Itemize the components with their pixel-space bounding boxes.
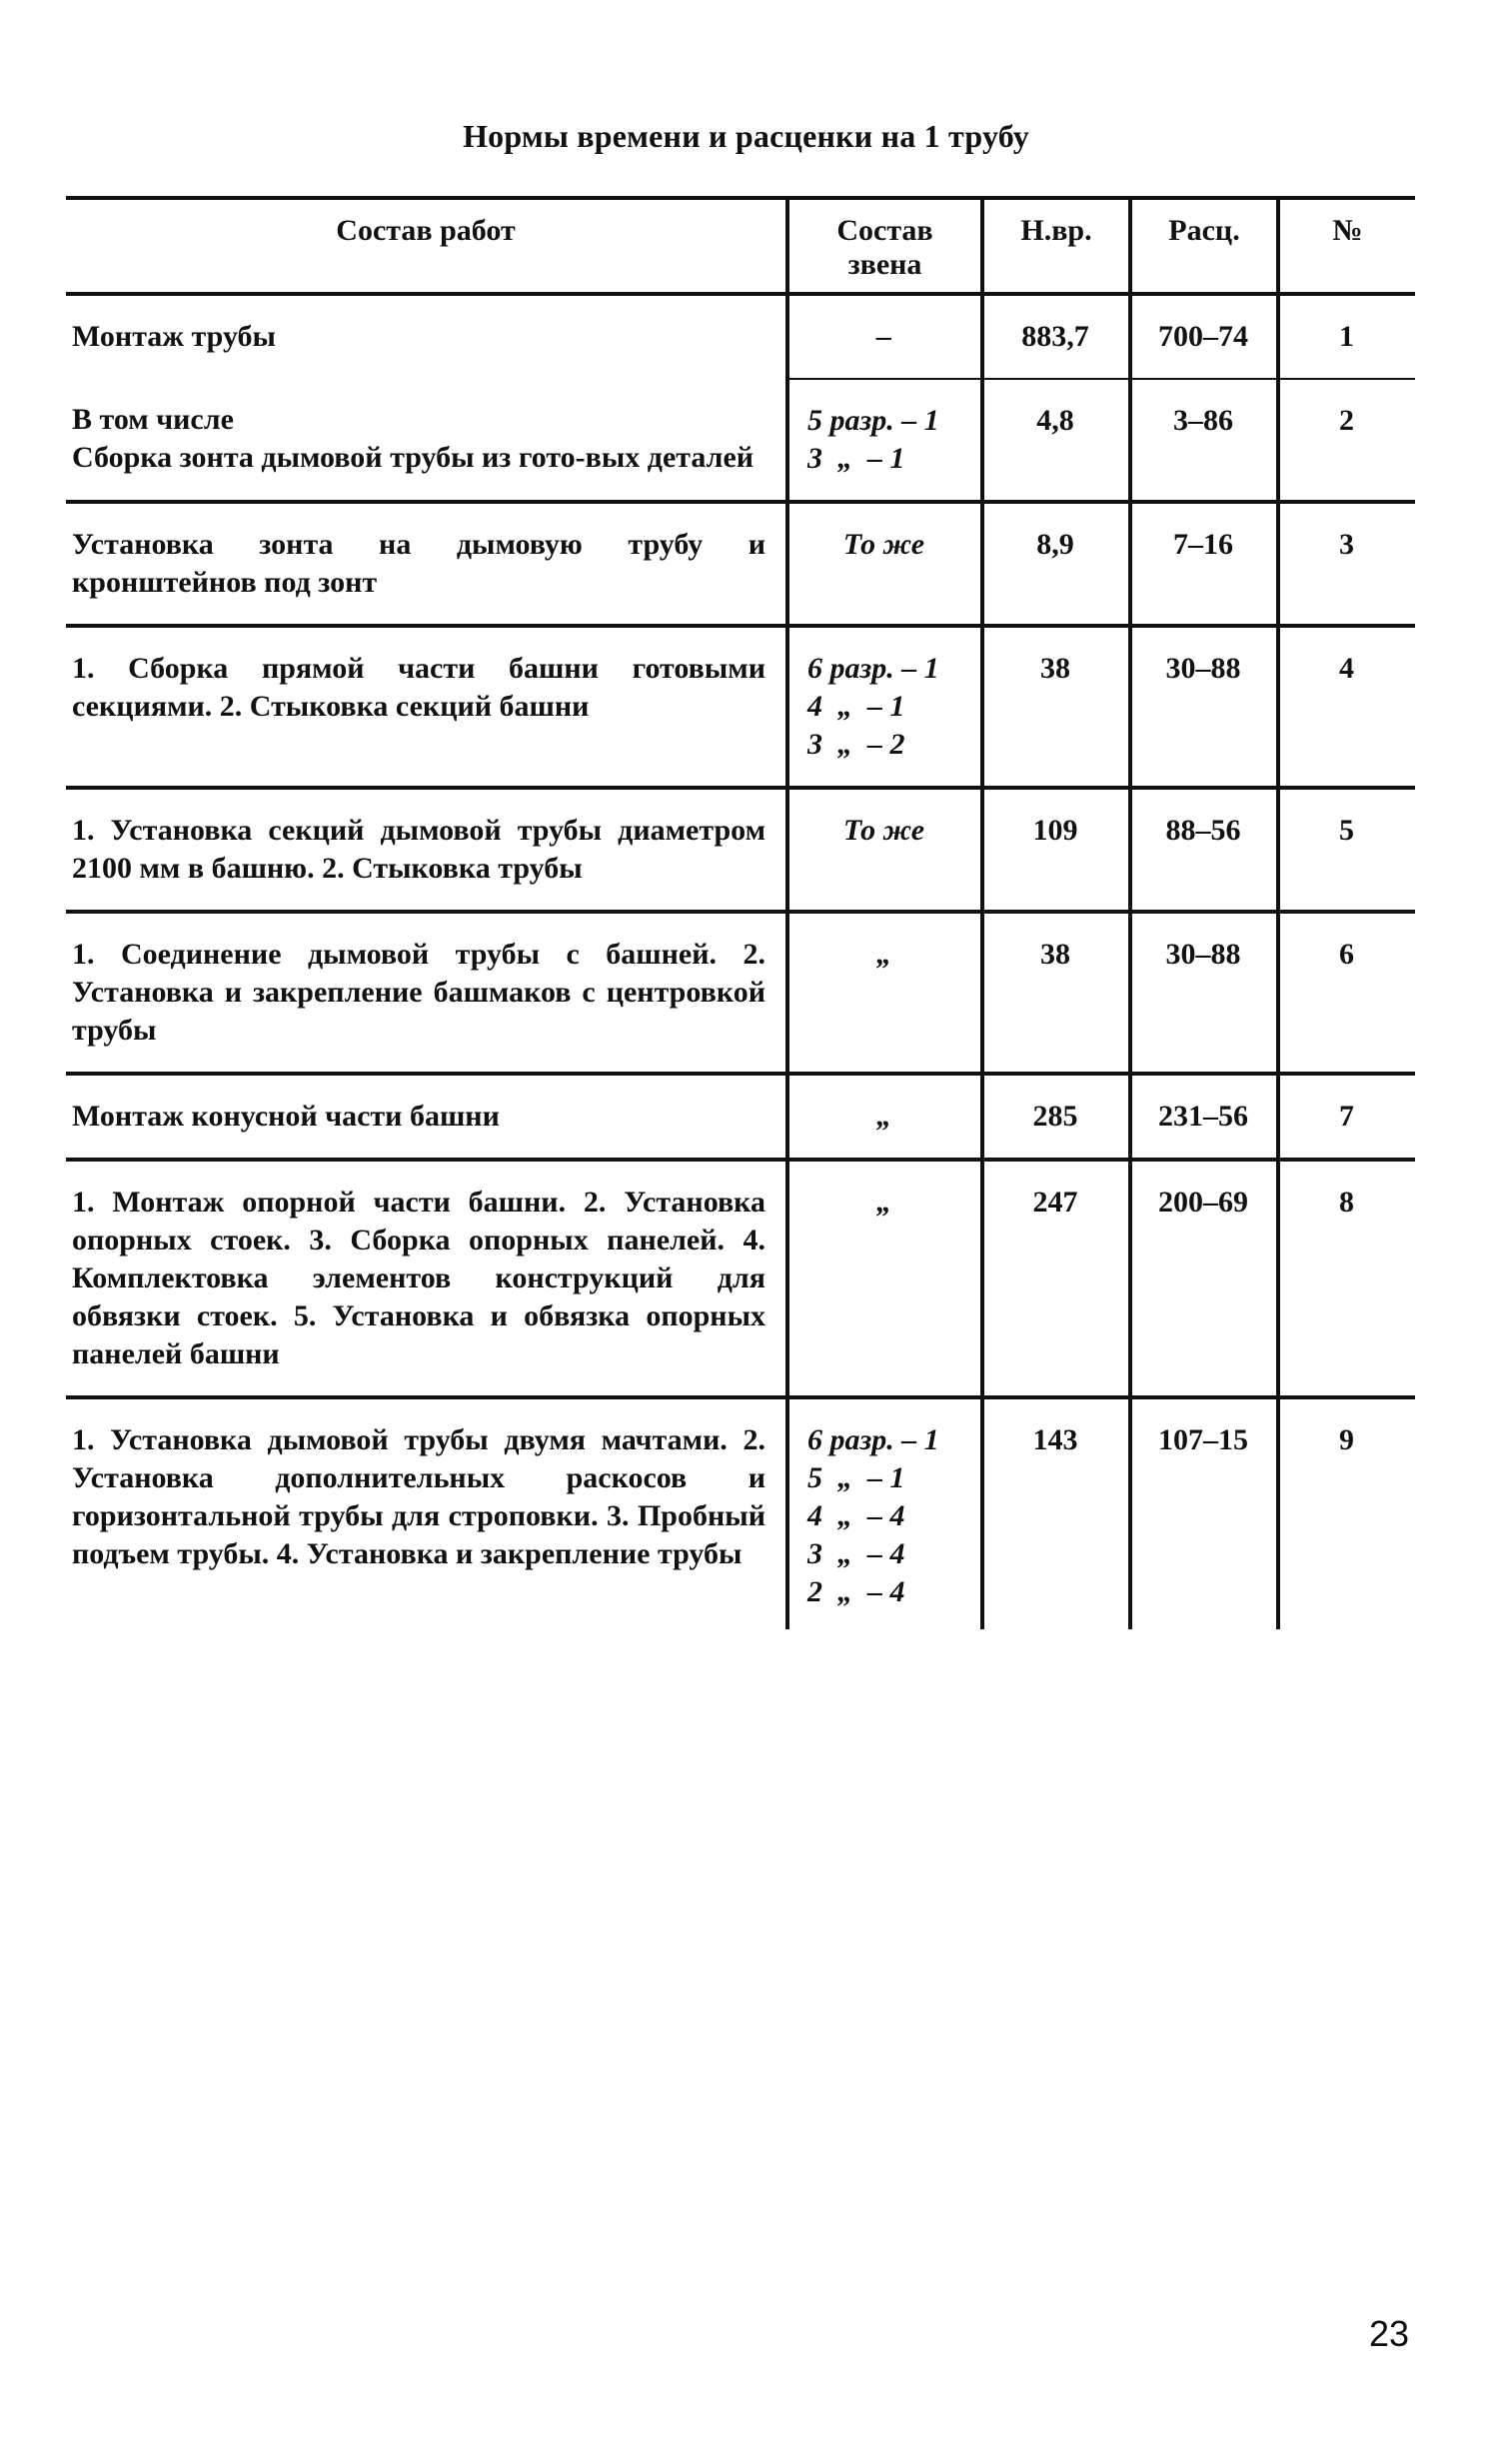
- cell-crew: То же: [787, 788, 982, 912]
- cell-time-norm: 38: [982, 912, 1130, 1074]
- cell-number: 5: [1278, 788, 1415, 912]
- table-row: [66, 626, 1415, 788]
- cell-rate: 231–56: [1130, 1074, 1278, 1160]
- cell-work-description: 1. Установка секций дымовой трубы диаметром 2100 мм в башню. 2. Стыковка трубы: [72, 814, 765, 885]
- table-row: [66, 1074, 1415, 1160]
- cell-rate: 7–16: [1130, 502, 1278, 626]
- table-row: [66, 502, 1415, 626]
- cell-work-description: 1. Соединение дымовой трубы с башней. 2. Установка и закрепление башмаков с центровкой трубы: [72, 938, 765, 1047]
- header-number: №: [1278, 198, 1415, 294]
- header-time-norm: Н.вр.: [982, 198, 1130, 294]
- cell-rate: 30–88: [1130, 912, 1278, 1074]
- cell-rate: 200–69: [1130, 1160, 1278, 1397]
- cell-work-description: 1. Установка дымовой трубы двумя мачтами. 2. Установка дополнительных раскосов и горизонтальной трубы для строповки. 3. Пробный подъем трубы. 4. Установка и закрепление трубы: [72, 1423, 765, 1570]
- cell-time-norm: 247: [982, 1160, 1130, 1397]
- cell-crew: 6 разр. – 1 5 „ – 1 4 „ – 4 3 „ – 4 2 „ – 4: [787, 1397, 982, 1629]
- cell-rate: 3–86: [1130, 379, 1278, 502]
- cell-time-norm: 143: [982, 1397, 1130, 1629]
- cell-number: 8: [1278, 1160, 1415, 1397]
- page-number: 23: [1369, 2313, 1410, 2354]
- table-row: [66, 379, 1415, 502]
- cell-crew: То же: [787, 502, 982, 626]
- header-work: Состав работ: [336, 214, 516, 247]
- cell-work-description: 1. Монтаж опорной части башни. 2. Установка опорных стоек. 3. Сборка опорных панелей. 4. Комплектовка элементов конструкций для обвязки стоек. 5. Установка и обвязка опорных панелей башни: [72, 1186, 765, 1370]
- cell-rate: 700–74: [1130, 294, 1278, 379]
- cell-rate: 30–88: [1130, 626, 1278, 788]
- cell-time-norm: 8,9: [982, 502, 1130, 626]
- table-row: [66, 912, 1415, 1074]
- cell-crew: „: [787, 1160, 982, 1397]
- cell-crew: –: [787, 294, 982, 379]
- cell-crew: 6 разр. – 1 4 „ – 1 3 „ – 2: [787, 626, 982, 788]
- cell-time-norm: 109: [982, 788, 1130, 912]
- cell-time-norm: 38: [982, 626, 1130, 788]
- cell-number: 7: [1278, 1074, 1415, 1160]
- table-row: [66, 294, 1415, 379]
- header-rate: Расц.: [1130, 198, 1278, 294]
- cell-work-description: Установка зонта на дымовую трубу и кронштейнов под зонт: [72, 528, 765, 599]
- cell-crew: 5 разр. – 1 3 „ – 1: [787, 379, 982, 502]
- table-row: [66, 788, 1415, 912]
- cell-number: 1: [1278, 294, 1415, 379]
- cell-number: 4: [1278, 626, 1415, 788]
- cell-number: 3: [1278, 502, 1415, 626]
- cell-number: 2: [1278, 379, 1415, 502]
- table-row: [66, 1397, 1415, 1629]
- header-crew: Состав звена: [787, 198, 982, 294]
- cell-number: 6: [1278, 912, 1415, 1074]
- cell-time-norm: 285: [982, 1074, 1130, 1160]
- cell-rate: 107–15: [1130, 1397, 1278, 1629]
- cell-crew: „: [787, 912, 982, 1074]
- cell-rate: 88–56: [1130, 788, 1278, 912]
- cell-work-description: Монтаж конусной части башни: [72, 1100, 500, 1133]
- norms-table: [66, 196, 1415, 1629]
- cell-crew: „: [787, 1074, 982, 1160]
- cell-time-norm: 883,7: [982, 294, 1130, 379]
- cell-work-description: Монтаж трубы: [72, 320, 276, 353]
- cell-number: 9: [1278, 1397, 1415, 1629]
- table-row: [66, 1160, 1415, 1397]
- cell-work-description: 1. Сборка прямой части башни готовыми секциями. 2. Стыковка секций башни: [72, 652, 765, 723]
- table-header-row: [66, 198, 1415, 294]
- cell-time-norm: 4,8: [982, 379, 1130, 502]
- cell-work-description: В том числе Сборка зонта дымовой трубы из гото-вых деталей: [72, 403, 754, 474]
- page-title: Нормы времени и расценки на 1 трубу: [463, 118, 1029, 154]
